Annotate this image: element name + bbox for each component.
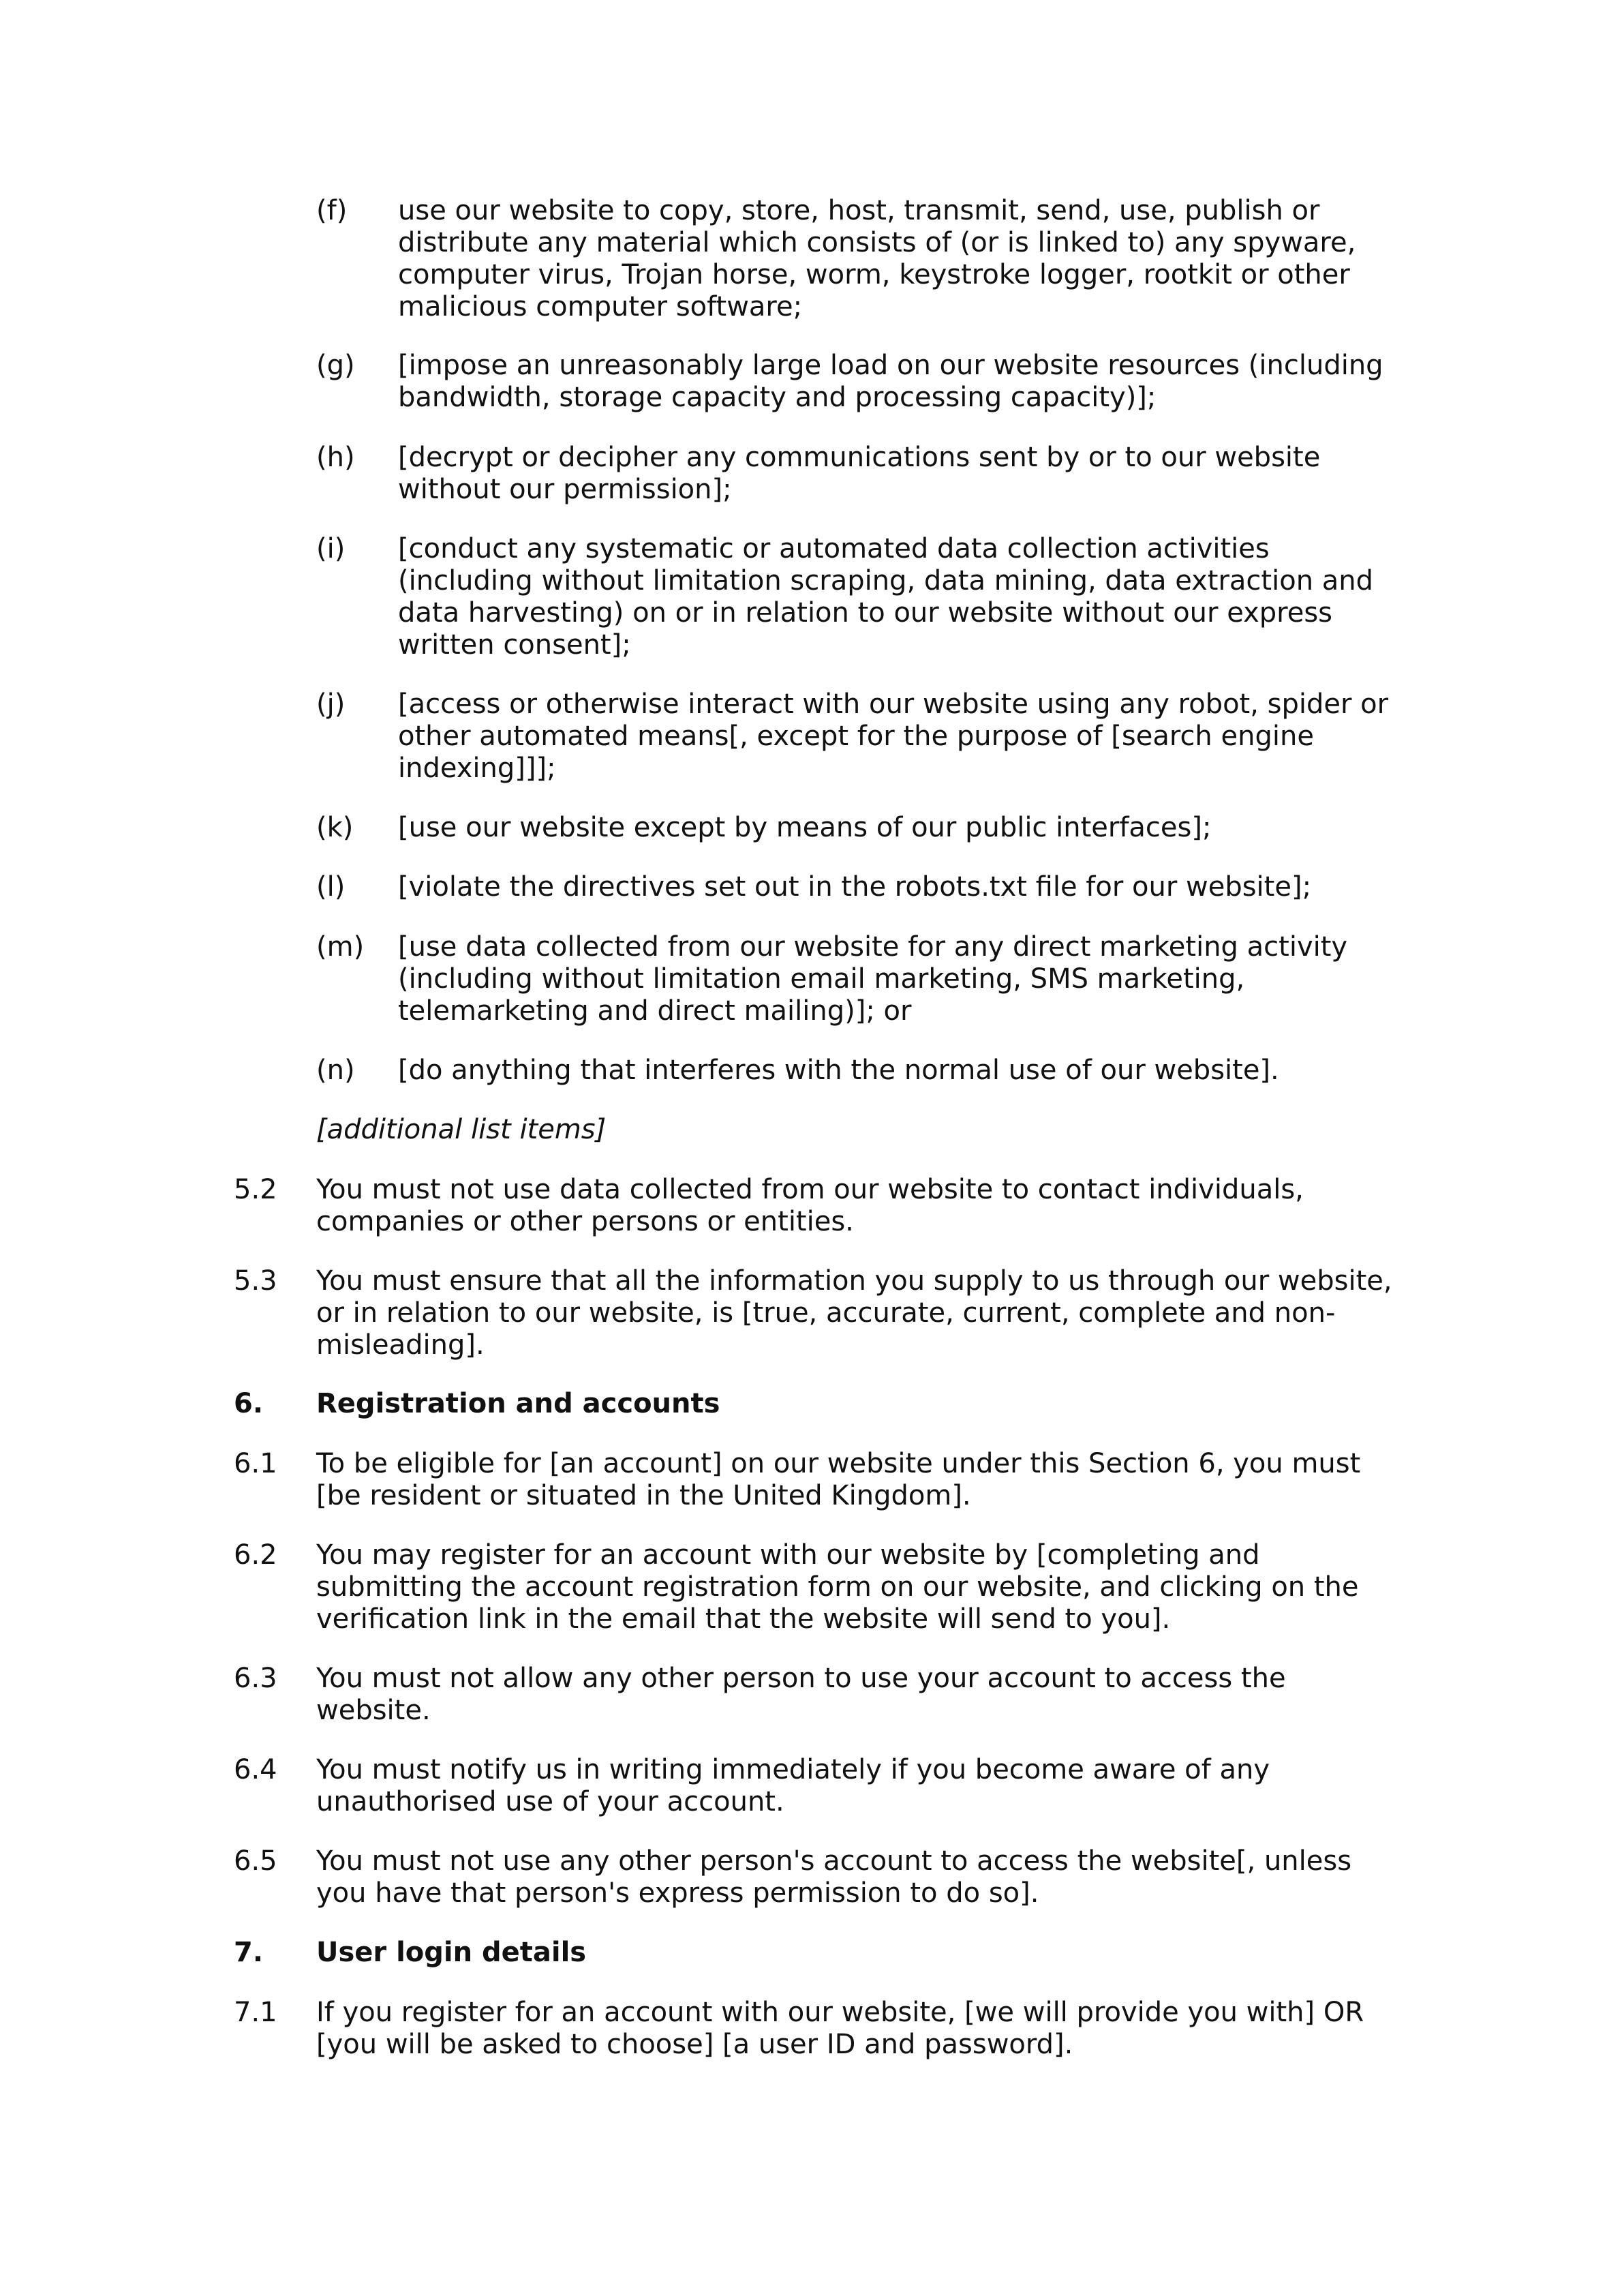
section-title: Registration and accounts — [316, 1388, 720, 1419]
clause-number: 6.5 — [234, 1845, 277, 1877]
clause-text: To be eligible for [an account] on our website under this Section 6, you must [be resident or situated in the United Kingdom]. — [316, 1448, 1361, 1511]
list-item-text: [access or otherwise interact with our website using any robot, spider or other automated means[, except for the purpose of [search engine indexing]]]; — [398, 689, 1389, 784]
section-number: 6. — [234, 1388, 264, 1419]
list-item-label: (i) — [316, 533, 346, 564]
clause-number: 6.4 — [234, 1754, 277, 1785]
list-item-text: [conduct any systematic or automated data collection activities (including without limitation scraping, data mining, data extraction and data harvesting) on or in relation to our website without our express written consent]; — [398, 533, 1374, 661]
clause-text: If you register for an account with our website, [we will provide you with] OR [you will be asked to choose] [a user ID and password]. — [316, 1997, 1364, 2060]
list-item-text: [use our website except by means of our public interfaces]; — [398, 812, 1212, 843]
list-item-text: [use data collected from our website for any direct marketing activity (including without limitation email marketing, SMS marketing, telemarketing and direct mailing)]; or — [398, 931, 1348, 1027]
list-item-text: [impose an unreasonably large load on our website resources (including bandwidth, storage capacity and processing capacity)]; — [398, 350, 1383, 413]
clause-text: You must not use data collected from our website to contact individuals, companies or other persons or entities. — [316, 1174, 1304, 1237]
clause-text: You may register for an account with our website by [completing and submitting the account registration form on our website, and clicking on the verification link in the email that the website will send to you]. — [316, 1539, 1359, 1635]
list-item-text: use our website to copy, store, host, transmit, send, use, publish or distribute any material which consists of (or is linked to) any spyware, computer virus, Trojan horse, worm, keystroke logger, rootkit or other malicious computer software; — [398, 195, 1356, 322]
additional-items-text: [additional list items] — [316, 1114, 607, 1145]
clause-text: You must not use any other person's account to access the website[, unless you have that person's express permission to do so]. — [316, 1845, 1352, 1909]
clause-number: 6.3 — [234, 1663, 277, 1694]
list-item-label: (g) — [316, 350, 355, 381]
list-item-label: (l) — [316, 871, 346, 903]
clause-number: 7.1 — [234, 1997, 277, 2028]
clause-text: You must ensure that all the information you supply to us through our website, or in relation to our website, is [true, accurate, current, complete and non- misleading]. — [316, 1265, 1392, 1361]
list-item-label: (k) — [316, 812, 354, 843]
clause-number: 5.2 — [234, 1174, 277, 1205]
clause-number: 6.2 — [234, 1539, 277, 1571]
clause-number: 6.1 — [234, 1448, 277, 1479]
list-item-label: (f) — [316, 195, 348, 226]
list-item-text: [decrypt or decipher any communications sent by or to our website without our permission]; — [398, 442, 1321, 505]
clause-number: 5.3 — [234, 1265, 277, 1297]
section-number: 7. — [234, 1937, 264, 1968]
clause-text: You must notify us in writing immediately if you become aware of any unauthorised use of your account. — [316, 1754, 1270, 1817]
list-item-label: (m) — [316, 931, 365, 963]
list-item-label: (h) — [316, 442, 355, 473]
section-title: User login details — [316, 1937, 587, 1968]
list-item-text: [violate the directives set out in the robots.txt file for our website]; — [398, 871, 1312, 903]
list-item-label: (j) — [316, 689, 346, 720]
list-item-text: [do anything that interferes with the normal use of our website]. — [398, 1055, 1279, 1086]
clause-text: You must not allow any other person to use your account to access the website. — [316, 1663, 1286, 1726]
list-item-label: (n) — [316, 1055, 355, 1086]
